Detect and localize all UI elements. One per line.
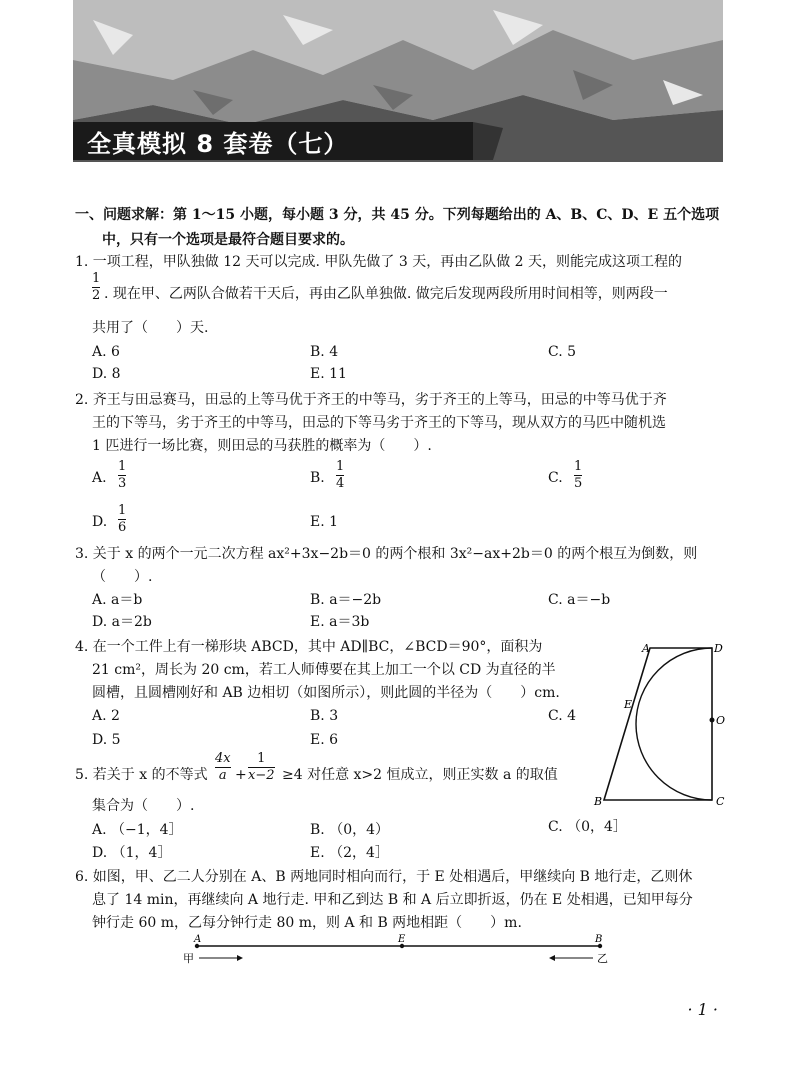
q5-plus: + [235,767,247,783]
q3-option-e: E. a＝3b [310,614,370,630]
q1-line2: . 现在甲、乙两队合做若干天后，再由乙队单独做. 做完后发现两段所用时间相等，则两段一 [104,286,668,302]
q3-option-b: B. a＝−2b [310,592,382,608]
q2-line3: 1 匹进行一场比赛，则田忌的马获胜的概率为（ ）. [92,438,432,454]
q5-f1-den: a [218,768,227,783]
q2-option-d-label: D. [92,514,108,530]
q4-line1: 4. 在一个工件上有一梯形块 ABCD，其中 AD∥BC，∠BCD＝90°，面积为 [75,639,543,655]
q2-a-num: 1 [118,459,127,474]
q4-trapezoid-figure [590,640,740,810]
q1-frac-den: 2 [92,288,101,303]
q4-option-b: B. 3 [310,708,339,724]
q2-option-d-frac [118,504,126,535]
q1-option-c: C. 5 [548,344,577,360]
q5-f2-den: x−2 [248,768,275,783]
q1-fraction [92,272,100,303]
center-point-o [710,718,715,723]
q2-option-b-label: B. [310,470,325,486]
q4-line2: 21 cm²，周长为 20 cm，若工人师傅要在其上加工一个以 CD 为直径的半 [92,662,556,678]
q1-option-d: D. 8 [92,366,121,382]
q2-option-a-frac [118,460,126,491]
q2-option-c-label: C. [548,470,563,486]
q2-option-a-label: A. [92,470,107,486]
page-number: · 1 · [687,1000,718,1019]
q1-line3: 共用了（ ）天. [92,320,209,336]
label-e: E [624,698,633,711]
q2-c-num: 1 [574,459,583,474]
q2-option-c-frac [574,460,582,491]
q5-line1-post: ≥4 对任意 x>2 恒成立，则正实数 a 的取值 [282,767,558,783]
q4-option-e: E. 6 [310,732,339,748]
q6-line1: 6. 如图，甲、乙二人分别在 A、B 两地同时相向而行，于 E 处相遇后，甲继续向 B 地行走，乙则休 [75,869,693,885]
q4-option-a: A. 2 [92,708,120,724]
page-title: 全真模拟 8 套卷（七） [87,129,349,158]
q1-option-a: A. 6 [92,344,120,360]
q2-b-num: 1 [336,459,345,474]
q2-option-b-frac [336,460,344,491]
q2-line1: 2. 齐王与田忌赛马，田忌的上等马优于齐王的中等马，劣于齐王的上等马，田忌的中等马优于齐 [75,392,667,408]
q4-line3: 圆槽，且圆槽刚好和 AB 边相切（如图所示），则此圆的半径为（ ）cm. [92,685,560,701]
q2-b-den: 4 [336,476,345,491]
q4-option-c: C. 4 [548,708,577,724]
semicircle-arc [636,648,712,800]
q2-line2: 王的下等马，劣于齐王的中等马，田忌的下等马劣于齐王的下等马，现从双方的马匹中随机选 [92,415,666,431]
label-jia: 甲 [183,952,194,965]
q5-fraction-1 [215,752,231,783]
q1-option-b: B. 4 [310,344,339,360]
q3-line2: （ ）. [92,569,153,585]
q5-f1-num: 4x [215,751,231,766]
q3-option-c: C. a＝−b [548,592,611,608]
label-e: E [398,934,406,945]
label-yi: 乙 [597,952,608,965]
q6-path-figure [175,930,625,970]
label-c: C [716,795,725,808]
q5-option-b: B. （0，4） [310,822,390,838]
q5-option-c: C. （0，4］ [548,819,627,835]
q5-option-a: A. （−1，4］ [92,822,183,838]
q2-a-den: 3 [118,476,127,491]
label-a: A [194,934,202,945]
q5-line1-pre: 5. 若关于 x 的不等式 [75,767,208,783]
arrow-jia-head [237,955,243,961]
q6-line3: 钟行走 60 m，乙每分钟行走 80 m，则 A 和 B 两地相距（ ）m. [92,915,522,931]
label-a: A [642,642,650,655]
q1-frac-num: 1 [92,271,101,286]
q3-option-d: D. a＝2b [92,614,152,630]
q3-line1: 3. 关于 x 的两个一元二次方程 ax²+3x−2b＝0 的两个根和 3x²−ax+2b＝0 的两个根互为倒数，则 [75,546,698,562]
q5-f2-num: 1 [257,751,266,766]
q2-option-e: E. 1 [310,514,339,530]
q1-line1: 1. 一项工程，甲队独做 12 天可以完成. 甲队先做了 3 天，再由乙队做 2 天，则能完成这项工程的 [75,254,683,270]
arrow-yi-head [549,955,555,961]
q2-c-den: 5 [574,476,583,491]
label-o: O [716,714,726,727]
q4-option-d: D. 5 [92,732,121,748]
q5-option-e: E. （2，4］ [310,845,389,861]
section-heading-line1: 一、问题求解：第 1～15 小题，每小题 3 分，共 45 分。下列每题给出的 A、B、C、D、E 五个选项 [75,207,720,223]
q2-d-den: 6 [118,520,127,535]
q5-line2: 集合为（ ）. [92,798,195,814]
q6-line2: 息了 14 min，再继续向 A 地行走. 甲和乙到达 B 和 A 后立即折返，仍在 E 处相遇，已知甲每分 [92,892,693,908]
q5-option-d: D. （1，4］ [92,845,172,861]
label-b: B [595,934,603,945]
q1-option-e: E. 11 [310,366,347,382]
q3-option-a: A. a＝b [92,592,143,608]
q2-d-num: 1 [118,503,127,518]
label-b: B [594,795,603,808]
label-d: D [714,642,723,655]
header-banner [73,0,723,162]
section-heading-line2: 中，只有一个选项是最符合题目要求的。 [102,232,354,248]
q5-fraction-2 [248,752,275,783]
